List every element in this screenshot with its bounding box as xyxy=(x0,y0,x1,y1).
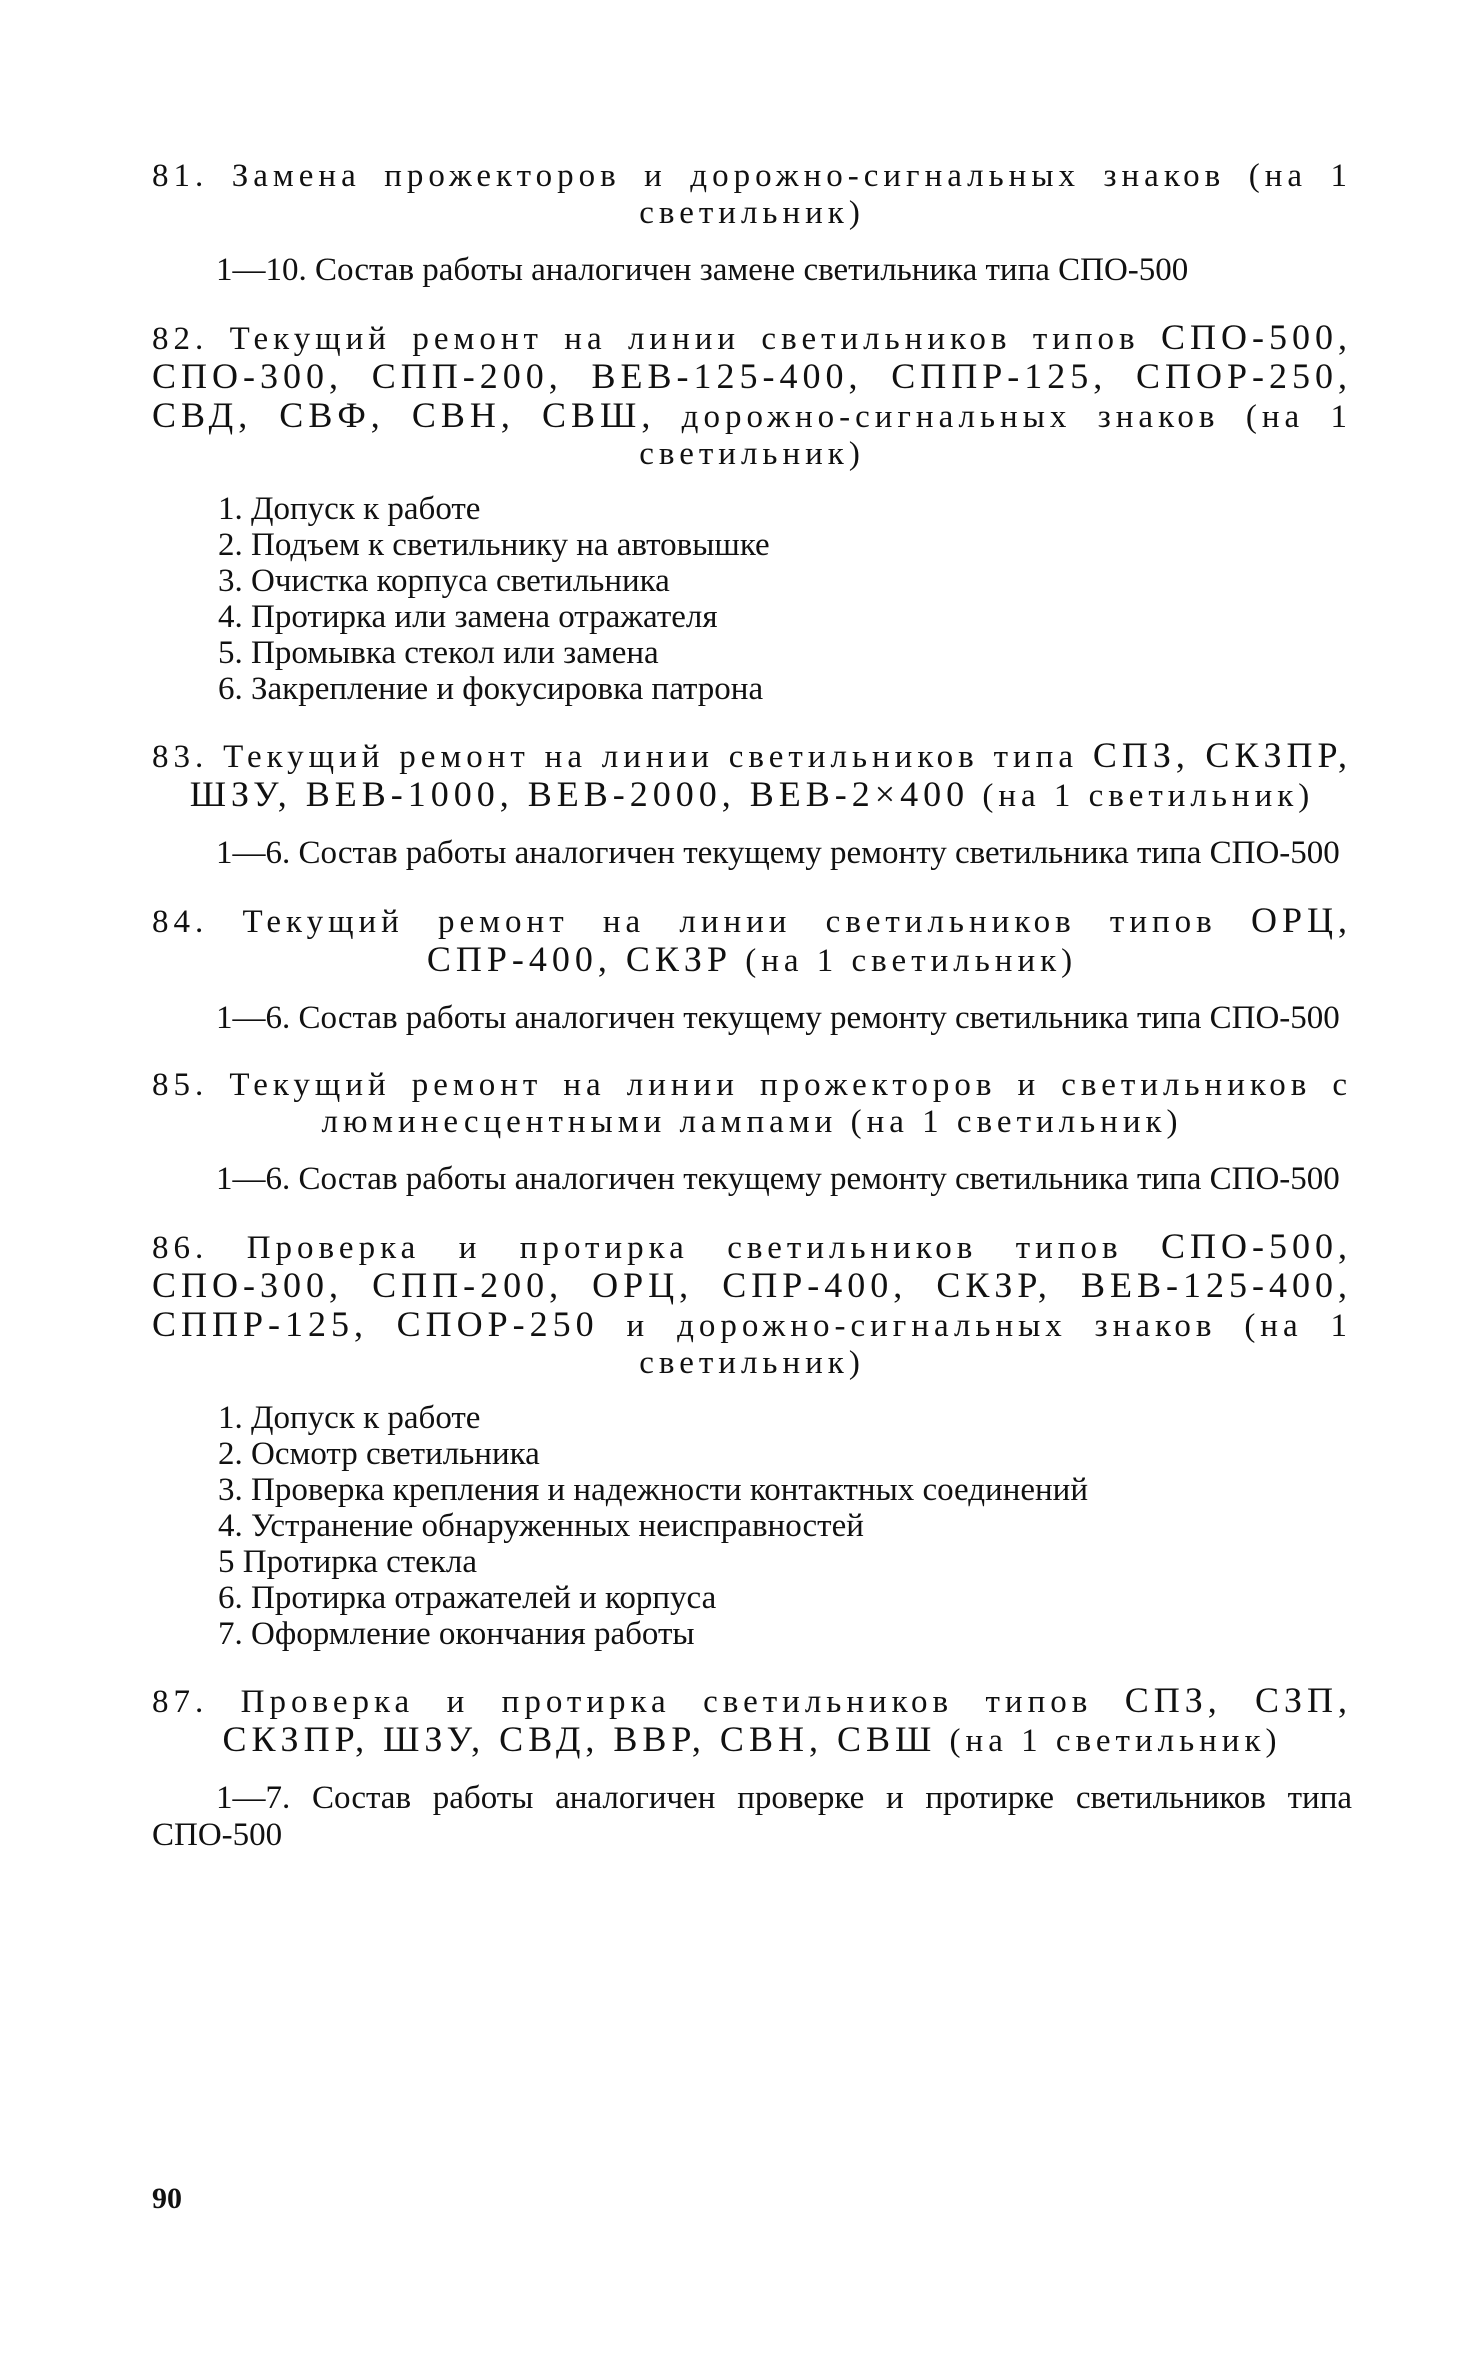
steps-list xyxy=(218,1400,1352,1652)
heading-tail: дорожно-сигнальных знаков (на 1 светильник) xyxy=(639,399,1352,472)
list-item: 6. Протирка отражателей и корпуса xyxy=(218,1580,717,1616)
heading-types: СПО-500, СПО-300, СПП-200, ВЕВ-125-400, СППР-125, СПОР-250, СВД, СВФ, СВН, СВШ, xyxy=(152,317,1352,435)
list-item: 1. Допуск к работе xyxy=(218,1400,481,1436)
heading-tail: (на 1 светильник) xyxy=(949,1723,1282,1759)
list-item: 6. Закрепление и фокусировка патрона xyxy=(218,671,764,707)
list-item: 7. Оформление окончания работы xyxy=(218,1616,695,1652)
heading-types: СПЗ, СЗП, СКЗПР, ШЗУ, СВД, ВВР, СВН, СВШ xyxy=(222,1680,1352,1759)
section-84 xyxy=(152,902,1352,1037)
heading-lead: 87. Проверка и протирка светильников типов xyxy=(152,1684,1093,1720)
section-text: 1—6. Состав работы аналогичен текущему ремонту светильника типа СПО-500 xyxy=(216,1000,1340,1036)
section-83 xyxy=(152,737,1352,872)
section-81 xyxy=(152,158,1352,289)
section-text: 1—6. Состав работы аналогичен текущему ремонту светильника типа СПО-500 xyxy=(216,1161,1340,1197)
heading-lead: 86. Проверка и протирка светильников типов xyxy=(152,1230,1123,1266)
list-item: 4. Протирка или замена отражателя xyxy=(218,599,718,635)
list-item: 5 Протирка стекла xyxy=(218,1544,478,1580)
page-content xyxy=(152,158,1352,1884)
page-number: 90 xyxy=(152,2182,182,2215)
section-text: 1—7. Состав работы аналогичен проверке и протирке светильников типа СПО-500 xyxy=(152,1780,1352,1853)
list-item: 1. Допуск к работе xyxy=(218,491,481,527)
section-heading xyxy=(152,1682,1352,1760)
list-item: 3. Проверка крепления и надежности контактных соединений xyxy=(218,1472,1089,1508)
section-heading: 85. Текущий ремонт на линии прожекторов и светильников с люминесцентными лампами (на 1 светильник) xyxy=(152,1067,1352,1140)
steps-list xyxy=(218,491,1352,707)
list-item: 4. Устранение обнаруженных неисправностей xyxy=(218,1508,864,1544)
section-text: 1—6. Состав работы аналогичен текущему ремонту светильника типа СПО-500 xyxy=(216,835,1340,871)
heading-tail: (на 1 светильник) xyxy=(982,778,1315,814)
heading-lead: 83. Текущий ремонт на линии светильников типа xyxy=(152,739,1078,775)
list-item: 2. Осмотр светильника xyxy=(218,1436,540,1472)
section-heading xyxy=(152,319,1352,473)
section-heading xyxy=(152,737,1352,815)
heading-lead: 84. Текущий ремонт на линии светильников типов xyxy=(152,904,1217,940)
heading-lead: 82. Текущий ремонт на линии светильников типов xyxy=(152,321,1140,357)
heading-types: СПО-500, СПО-300, СПП-200, ОРЦ, СПР-400, СКЗР, ВЕВ-125-400, СППР-125, СПОР-250 xyxy=(152,1226,1352,1344)
heading-tail: (на 1 светильник) xyxy=(745,943,1078,979)
heading-types: СПЗ, СКЗПР, ШЗУ, ВЕВ-1000, ВЕВ-2000, ВЕВ-2×400 xyxy=(189,735,1353,814)
section-85 xyxy=(152,1067,1352,1198)
list-item: 5. Промывка стекол или замена xyxy=(218,635,659,671)
section-82 xyxy=(152,319,1352,707)
section-87 xyxy=(152,1682,1352,1854)
list-item: 2. Подъем к светильнику на автовышке xyxy=(218,527,770,563)
section-heading xyxy=(152,1228,1352,1382)
list-item: 3. Очистка корпуса светильника xyxy=(218,563,670,599)
heading-tail: и дорожно-сигнальных знаков (на 1 светильник) xyxy=(626,1308,1352,1381)
section-86 xyxy=(152,1228,1352,1652)
section-text: 1—10. Состав работы аналогичен замене светильника типа СПО-500 xyxy=(216,252,1189,288)
heading-types: ОРЦ, СПР-400, СКЗР xyxy=(426,900,1353,979)
section-heading: 81. Замена прожекторов и дорожно-сигнальных знаков (на 1 светильник) xyxy=(152,158,1352,231)
section-heading xyxy=(152,902,1352,980)
